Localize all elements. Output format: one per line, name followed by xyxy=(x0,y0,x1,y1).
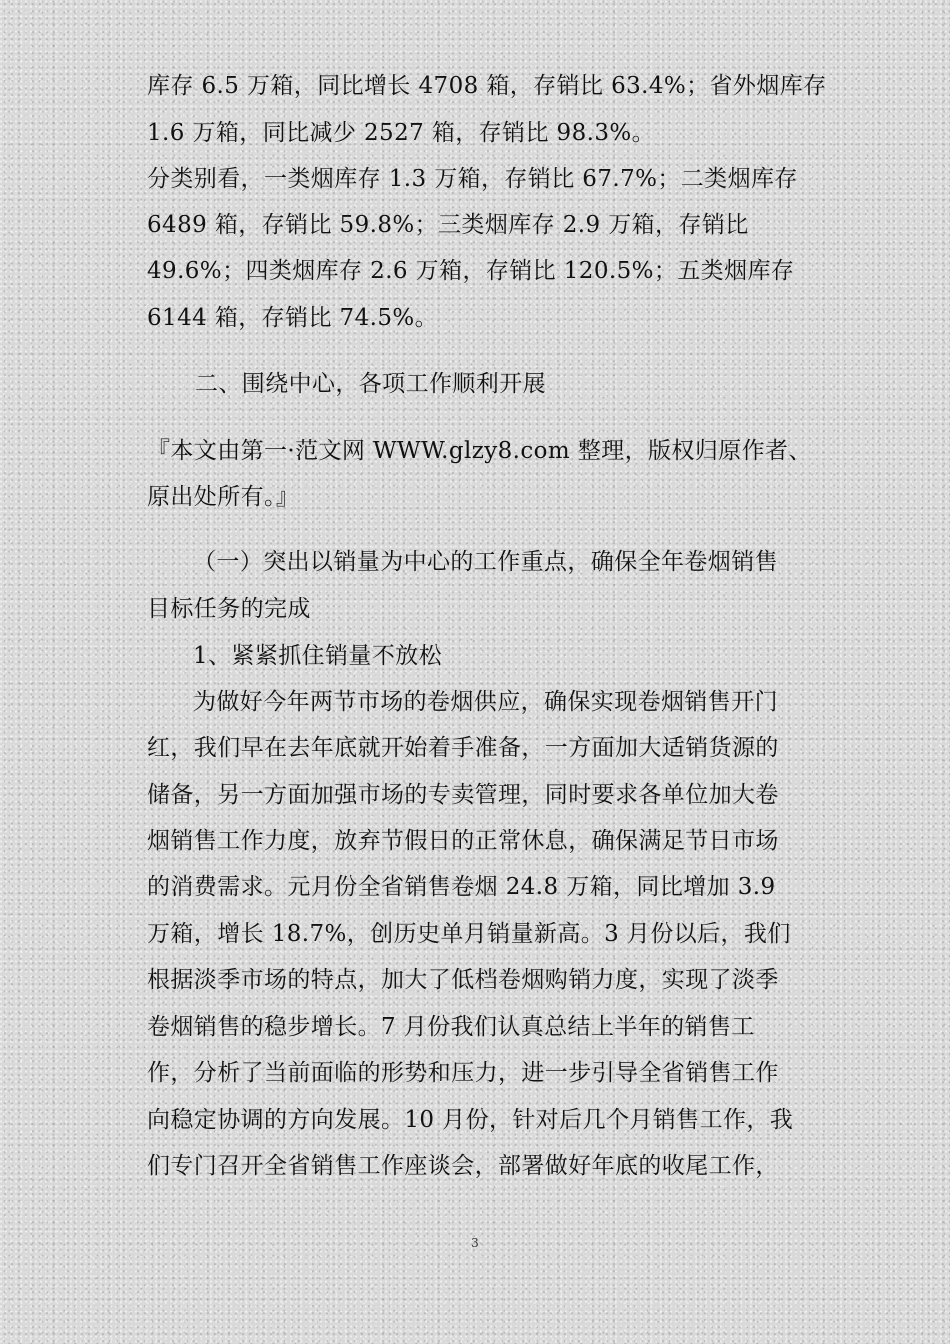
text-line: 为做好今年两节市场的卷烟供应，确保实现卷烟销售开门 xyxy=(193,689,778,715)
subsection-heading: 目标任务的完成 xyxy=(147,596,311,622)
text-line: 万箱，增长 18.7%，创历史单月销量新高。3 月份以后，我们 xyxy=(147,921,791,947)
page-number: 3 xyxy=(471,1236,479,1250)
text-line: 储备，另一方面加强市场的专卖管理，同时要求各单位加大卷 xyxy=(147,782,779,808)
text-line: 们专门召开全省销售工作座谈会，部署做好年底的收尾工作， xyxy=(147,1153,779,1179)
copyright-notice: 『本文由第一·范文网 WWW.glzy8.com 整理，版权归原作者、 xyxy=(147,438,812,464)
text-line: 根据淡季市场的特点，加大了低档卷烟购销力度，实现了淡季 xyxy=(147,967,779,993)
subsection-heading: （一）突出以销量为中心的工作重点，确保全年卷烟销售 xyxy=(193,549,778,575)
text-line: 烟销售工作力度，放弃节假日的正常休息，确保满足节日市场 xyxy=(147,828,779,854)
text-line: 6489 箱，存销比 59.8%；三类烟库存 2.9 万箱，存销比 xyxy=(147,212,749,238)
section-heading: 二、围绕中心，各项工作顺利开展 xyxy=(195,371,546,397)
text-line: 的消费需求。元月份全省销售卷烟 24.8 万箱，同比增加 3.9 xyxy=(147,874,776,900)
text-line: 1.6 万箱，同比减少 2527 箱，存销比 98.3%。 xyxy=(147,120,656,146)
copyright-notice: 原出处所有。』 xyxy=(147,484,300,510)
text-line: 6144 箱，存销比 74.5%。 xyxy=(147,305,439,331)
text-line: 库存 6.5 万箱，同比增长 4708 箱，存销比 63.4%；省外烟库存 xyxy=(147,73,827,99)
text-line: 分类别看，一类烟库存 1.3 万箱，存销比 67.7%；二类烟库存 xyxy=(147,166,798,192)
item-heading: 1、紧紧抓住销量不放松 xyxy=(193,643,443,669)
text-line: 向稳定协调的方向发展。10 月份，针对后几个月销售工作，我 xyxy=(147,1107,794,1133)
text-line: 卷烟销售的稳步增长。7 月份我们认真总结上半年的销售工 xyxy=(147,1014,755,1040)
text-line: 作，分析了当前面临的形势和压力，进一步引导全省销售工作 xyxy=(147,1060,779,1086)
text-line: 49.6%；四类烟库存 2.6 万箱，存销比 120.5%；五类烟库存 xyxy=(147,258,795,284)
text-line: 红，我们早在去年底就开始着手准备，一方面加大适销货源的 xyxy=(147,735,779,761)
